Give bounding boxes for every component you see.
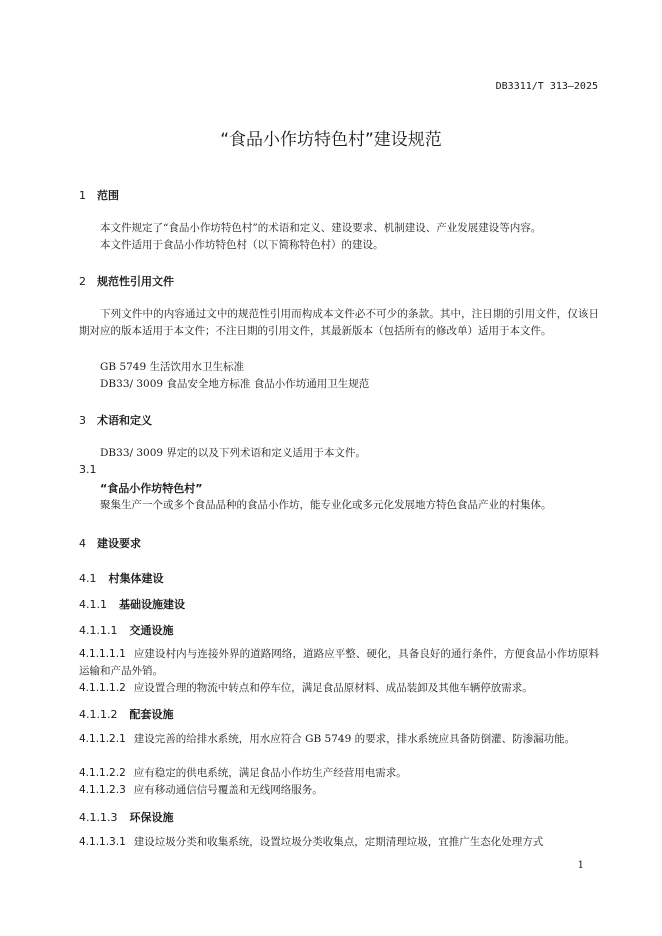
term-number: 3.1	[79, 463, 97, 476]
term-definition: 聚集生产一个或多个食品品种的食品小作坊，能专业化或多元化发展地方特色食品产业的村集体。	[100, 499, 552, 511]
reference-item: GB 5749 生活饮用水卫生标准	[100, 361, 245, 373]
scope-paragraph-2: 本文件适用于食品小作坊特色村（以下简称特色村）的建设。	[100, 239, 384, 251]
section-3-heading	[79, 412, 152, 428]
subsection-number: 4.1.1	[79, 598, 107, 611]
references-paragraph: 下列文件中的内容通过文中的规范性引用而构成本文件必不可少的条款。其中，注日期的引用文件，仅该日期对应的版本适用于本文件；不注日期的引用文件，其最新版本（包括所有的修改单）适用于本文件。	[79, 308, 599, 337]
subsection-title: 交通设施	[129, 624, 174, 637]
clause-4-1-1-1-2	[79, 680, 599, 697]
section-number: 4	[79, 537, 86, 550]
clause-number: 4.1.1.2.2	[79, 767, 126, 779]
terms-intro-paragraph: DB33/ 3009 界定的以及下列术语和定义适用于本文件。	[100, 447, 366, 459]
subsection-title: 环保设施	[129, 811, 174, 824]
subsection-title: 基础设施建设	[119, 598, 185, 611]
section-title: 范围	[97, 189, 119, 202]
term-name: “食品小作坊特色村”	[100, 482, 203, 495]
subsection-title: 村集体建设	[108, 572, 164, 585]
section-1-heading	[79, 187, 119, 203]
page-number: 1	[577, 860, 584, 871]
subsection-number: 4.1.1.1	[79, 624, 118, 637]
subsection-4-1-heading	[79, 570, 164, 586]
document-title: “食品小作坊特色村”建设规范	[220, 130, 442, 150]
reference-item: DB33/ 3009 食品安全地方标准 食品小作坊通用卫生规范	[100, 378, 370, 390]
subsection-4-1-1-2-heading	[79, 706, 173, 722]
clause-4-1-1-2-1	[79, 731, 599, 748]
section-number: 3	[79, 414, 86, 427]
section-title: 建设要求	[97, 537, 141, 550]
subsection-title: 配套设施	[129, 708, 174, 721]
subsection-4-1-1-3-heading	[79, 809, 173, 825]
section-2-heading	[79, 273, 174, 289]
subsection-4-1-1-heading	[79, 596, 185, 612]
section-number: 1	[79, 189, 86, 202]
section-4-heading	[79, 535, 141, 551]
clause-text: 建设垃圾分类和收集系统，设置垃圾分类收集点，定期清理垃圾，宜推广生态化处理方式	[133, 836, 544, 848]
section-title: 规范性引用文件	[97, 275, 174, 288]
clause-number: 4.1.1.1.1	[79, 648, 126, 660]
clause-number: 4.1.1.1.2	[79, 682, 126, 694]
clause-4-1-1-2-2	[79, 765, 599, 782]
clause-4-1-1-2-3	[79, 782, 599, 799]
subsection-number: 4.1.1.2	[79, 708, 118, 721]
clause-text: 应建设村内与连接外界的道路网络，道路应平整、硬化，具备良好的通行条件，方便食品小作坊原料运输和产品外销。	[79, 648, 599, 677]
subsection-number: 4.1.1.3	[79, 811, 118, 824]
scope-paragraph-1: 本文件规定了“食品小作坊特色村”的术语和定义、建设要求、机制建设、产业发展建设等内容。	[100, 222, 542, 234]
clause-number: 4.1.1.2.3	[79, 784, 126, 796]
clause-4-1-1-3-1	[79, 834, 599, 851]
clause-text: 建设完善的给排水系统，用水应符合 GB 5749 的要求，排水系统应具备防倒灌、防渗漏功能。	[133, 733, 576, 745]
clause-number: 4.1.1.2.1	[79, 733, 126, 745]
subsection-number: 4.1	[79, 572, 97, 585]
subsection-4-1-1-1-heading	[79, 622, 173, 638]
section-number: 2	[79, 275, 86, 288]
clause-4-1-1-1-1	[79, 646, 599, 680]
clause-number: 4.1.1.3.1	[79, 836, 126, 848]
clause-text: 应有稳定的供电系统，满足食品小作坊生产经营用电需求。	[133, 767, 407, 779]
section-title: 术语和定义	[97, 414, 152, 427]
document-id: DB3311/T 313—2025	[495, 81, 598, 92]
clause-text: 应设置合理的物流中转点和停车位，满足食品原材料、成品装卸及其他车辆停放需求。	[133, 682, 533, 694]
clause-text: 应有移动通信信号覆盖和无线网络服务。	[133, 784, 323, 796]
